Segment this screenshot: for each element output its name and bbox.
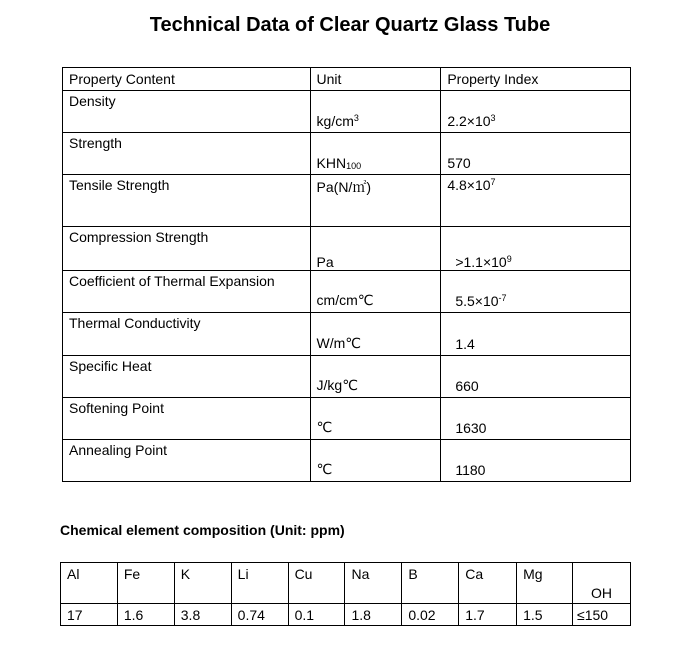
- property-name: Tensile Strength: [63, 175, 311, 227]
- table-row: [63, 356, 631, 398]
- index-superscript: -7: [498, 293, 507, 303]
- property-unit: ℃: [310, 440, 441, 482]
- table-header-row: [63, 68, 631, 91]
- element-cell: Al: [61, 563, 118, 604]
- document-title: Technical Data of Clear Quartz Glass Tube: [149, 14, 551, 36]
- property-name: Strength: [63, 133, 311, 175]
- index-superscript: 9: [506, 254, 512, 264]
- property-index: [441, 91, 631, 133]
- element-cell: Ca: [459, 563, 517, 604]
- unit-text: kg/cm: [316, 113, 354, 129]
- property-unit: Pa(N/㎡): [310, 175, 441, 227]
- property-index: 1630: [441, 398, 631, 440]
- table-row: [63, 313, 631, 356]
- table-row: [63, 440, 631, 482]
- property-name: Specific Heat: [63, 356, 311, 398]
- property-index: 1.4: [441, 313, 631, 356]
- unit-text: KHN: [316, 155, 347, 171]
- property-unit: [310, 91, 441, 133]
- value-cell: 1.5: [517, 604, 573, 626]
- value-cell: 1.8: [345, 604, 402, 626]
- index-text: >1.1×10: [455, 254, 507, 270]
- value-cell: ≤150: [573, 604, 631, 626]
- value-cell: 1.6: [117, 604, 174, 626]
- element-cell: Mg: [517, 563, 573, 604]
- element-cell: Cu: [288, 563, 345, 604]
- index-text: 5.5×10: [455, 293, 499, 309]
- property-unit: J/kg℃: [310, 356, 441, 398]
- properties-table: [62, 67, 631, 482]
- value-cell: 0.02: [402, 604, 459, 626]
- value-cell: 1.7: [459, 604, 517, 626]
- property-index: [441, 175, 631, 227]
- header-unit: Unit: [310, 68, 441, 91]
- index-superscript: 7: [490, 177, 496, 187]
- chemical-composition-heading: Chemical element composition (Unit: ppm): [60, 522, 345, 538]
- index-superscript: 3: [490, 113, 496, 123]
- unit-subscript: 100: [346, 161, 362, 171]
- table-row: [63, 398, 631, 440]
- index-text: 4.8×10: [447, 177, 491, 193]
- property-index: [441, 271, 631, 313]
- table-row: [63, 175, 631, 227]
- property-name: Softening Point: [63, 398, 311, 440]
- element-cell: B: [402, 563, 459, 604]
- property-unit: W/m℃: [310, 313, 441, 356]
- property-index: 1180: [441, 440, 631, 482]
- index-text: 2.2×10: [447, 113, 491, 129]
- property-name: Compression Strength: [63, 227, 311, 271]
- property-index: 660: [441, 356, 631, 398]
- value-cell: 0.74: [231, 604, 288, 626]
- table-row: [63, 227, 631, 271]
- element-cell: Fe: [117, 563, 174, 604]
- property-name: Density: [63, 91, 311, 133]
- property-index: 570: [441, 133, 631, 175]
- property-name: Coefficient of Thermal Expansion: [63, 271, 311, 313]
- property-unit: [310, 133, 441, 175]
- element-header-row: [61, 563, 631, 604]
- value-cell: 3.8: [174, 604, 231, 626]
- header-property-content: Property Content: [63, 68, 311, 91]
- element-cell: Li: [231, 563, 288, 604]
- property-unit: Pa: [310, 227, 441, 271]
- property-index: [441, 227, 631, 271]
- table-row: [63, 133, 631, 175]
- property-unit: ℃: [310, 398, 441, 440]
- header-property-index: Property Index: [441, 68, 631, 91]
- property-unit: cm/cm℃: [310, 271, 441, 313]
- table-row: [63, 271, 631, 313]
- value-cell: 0.1: [288, 604, 345, 626]
- value-row: [61, 604, 631, 626]
- element-cell: K: [174, 563, 231, 604]
- value-cell: 17: [61, 604, 118, 626]
- table-row: [63, 91, 631, 133]
- element-cell: OH: [573, 563, 631, 604]
- element-cell: Na: [345, 563, 402, 604]
- chemical-composition-table: [60, 562, 631, 626]
- property-name: Annealing Point: [63, 440, 311, 482]
- property-name: Thermal Conductivity: [63, 313, 311, 356]
- unit-superscript: 3: [353, 113, 359, 123]
